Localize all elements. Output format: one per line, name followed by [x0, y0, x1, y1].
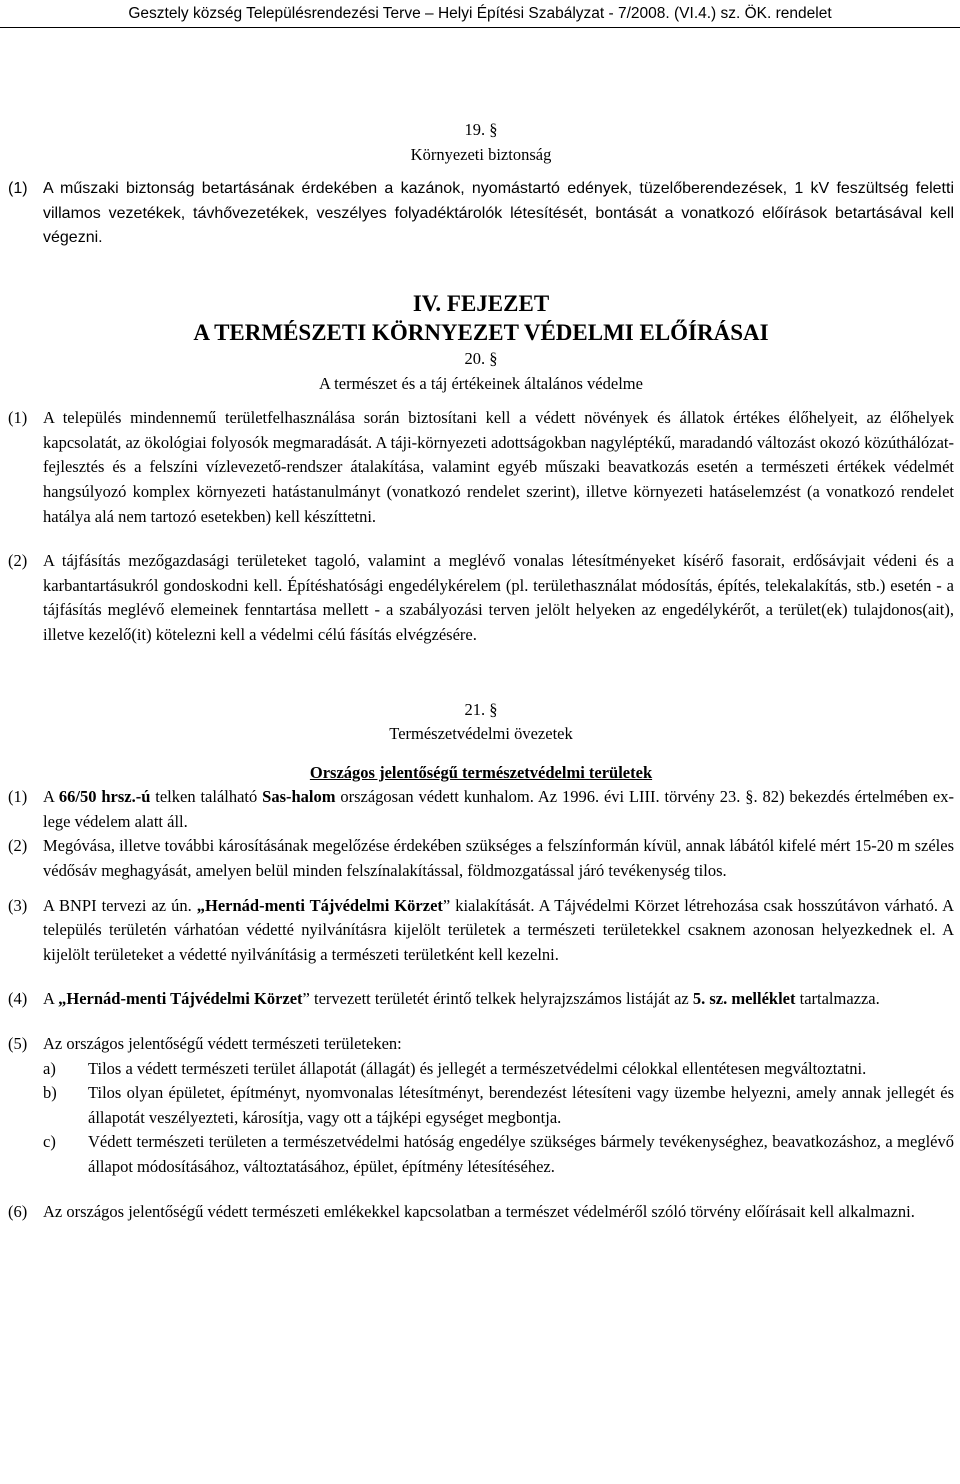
section-19-title: Környezeti biztonság: [410, 144, 552, 164]
paragraph-text: Megóvása, illetve további károsításának megelőzése érdekében szükséges a felszínformán kívül, annak lábától kifelé mért 15-20 m széles védősáv meghagyását, amelyen belül minden felszínalakítással, földmozgatással járó tevékenység tilos.: [43, 836, 954, 881]
paragraph-number: (6): [8, 1201, 28, 1221]
paragraph-text: A műszaki biztonság betartásának érdekében a kazánok, nyomástartó edények, tüzelőberendezések, 1 kV feszültség feletti villamos vezetékek, távhővezetékek, veszélyes folyadéktárolók létesítését, bontását a vonatkozó előírások betartásával kell végezni.: [43, 180, 954, 247]
section-20-number: 20. §: [464, 348, 498, 368]
item-letter: c): [43, 1132, 56, 1152]
paragraph-text: A „Hernád-menti Tájvédelmi Körzet” tervezett területét érintő telkek helyrajzszámos listáját az 5. sz. melléklet tartalmazza.: [43, 989, 880, 1009]
item-text: Tilos olyan épületet, építményt, nyomvonalas létesítményt, berendezést létesíteni vagy üzembe helyezni, amely annak jellegét és állapotát veszélyezteti, károsítja, vagy ott a tájképi egységet megbontja.: [88, 1083, 954, 1127]
section-20-paragraph-2: [8, 549, 954, 647]
paragraph-text: A település mindennemű területfelhasználása során biztosítani kell a védett növények és állatok értékes élőhelyeit, az élőhelyek kapcsolatát, az ökológiai folyosók megmaradását. A táji-környezeti adottságokban nagyléptékű, maradandó változást okozó közúthálózat-fejlesztés és a felszíni vízlevezető-rendszer átalakítása, valamint egyéb műszaki beavatkozás esetén a természeti értékek védelmét hangsúlyozó komplex környezeti hatástanulmányt (vonatkozó rendelet szerint), illetve környezeti hatáselemzést (a vonatkozó rendelet hatálya alá nem tartozó esetekben) kell készíttetni.: [43, 408, 954, 526]
paragraph-number: (1): [8, 180, 28, 198]
section-21-item-b: [43, 1081, 954, 1130]
section-21-paragraph-4: [8, 987, 954, 1012]
item-letter: a): [43, 1058, 56, 1078]
paragraph-number: (2): [8, 551, 28, 571]
appendix-reference: 5. sz. melléklet: [692, 989, 796, 1009]
paragraph-number: (2): [8, 836, 28, 856]
parcel-number: 66/50 hrsz.-ú: [58, 787, 151, 807]
chapter-title: A TERMÉSZETI KÖRNYEZET VÉDELMI ELŐÍRÁSAI: [193, 319, 769, 345]
section-21-item-c: [43, 1130, 954, 1179]
paragraph-text: Az országos jelentőségű védett természeti emlékekkel kapcsolatban a természet védelméről szóló törvény előírásait kell alkalmazni.: [43, 1201, 915, 1221]
paragraph-number: (1): [8, 787, 28, 807]
document-body: [8, 118, 954, 1224]
section-21-subheading: Országos jelentőségű természetvédelmi területek: [309, 762, 653, 782]
section-21-paragraph-2: [8, 834, 954, 883]
section-20-paragraph-1: [8, 406, 954, 529]
section-21-paragraph-1: [8, 785, 954, 834]
section-20-title: A természet és a táj értékeinek általános védelme: [319, 373, 643, 393]
document-header: Gesztely község Településrendezési Terve – Helyi Építési Szabályzat - 7/2008. (VI.4.) sz. ÖK. rendelet: [0, 4, 960, 28]
protected-area-name: „Hernád-menti Tájvédelmi Körzet: [196, 895, 443, 915]
section-19-paragraph-1: [8, 177, 954, 251]
section-19-number: 19. §: [464, 120, 498, 139]
item-letter: b): [43, 1083, 57, 1103]
site-name: Sas-halom: [262, 787, 336, 807]
paragraph-number: (1): [8, 408, 28, 428]
section-21-item-a: [43, 1057, 954, 1082]
section-21-paragraph-3: [8, 894, 954, 968]
paragraph-number: (5): [8, 1034, 28, 1054]
protected-area-name: „Hernád-menti Tájvédelmi Körzet: [58, 989, 303, 1009]
paragraph-text: A BNPI tervezi az ún. „Hernád-menti Tájvédelmi Körzet” kialakítását. A Tájvédelmi Körzet létrehozása csak hosszútávon várható. A település területén várhatóan védetté nyilvánításra kijelölt területek a természeti területekkel csaknem azonosan helyezkednek el. A kijelölt területeket a védetté nyilvánításig a természeti területként kell kezelni.: [43, 895, 954, 964]
section-21-title: Természetvédelmi övezetek: [389, 724, 573, 744]
paragraph-number: (4): [8, 989, 28, 1009]
paragraph-text: A tájfásítás mezőgazdasági területeket tagoló, valamint a meglévő vonalas létesítményeket kísérő fasorait, erdősávjait védeni és a karbantartásukról gondoskodni kell. Építéshatósági engedélykérelem (pl. területhasználat módosítás, építés, telekalakítás, stb.) esetén - a tájfásítás meglévő elemeinek fenntartása mellett - a szabályozási terven jelölt helyeken az engedélykérőt, a terület(ek) tulajdonos(ait), illetve kezelő(it) kötelezni kell a védelmi célú fásítás elvégzésére.: [43, 551, 954, 644]
item-text: Tilos a védett természeti terület állapotát (állagát) és jellegét a természetvédelmi célokkal ellentétesen megváltoztatni.: [88, 1058, 867, 1078]
item-text: Védett természeti területen a természetvédelmi hatóság engedélye szükséges bármely tevékenységhez, beavatkozáshoz, a meglévő állapot módosításához, változtatásához, épület, építmény létesítéséhez.: [88, 1132, 954, 1176]
chapter-number: IV. FEJEZET: [412, 290, 550, 316]
section-21-number: 21. §: [464, 699, 498, 719]
paragraph-text: Az országos jelentőségű védett természeti területeken:: [43, 1034, 402, 1054]
paragraph-text: A 66/50 hrsz.-ú telken található Sas-halom országosan védett kunhalom. Az 1996. évi LIII. törvény 23. §. 82) bekezdés értelmében ex-lege védelem alatt áll.: [43, 787, 954, 831]
paragraph-number: (3): [8, 895, 28, 915]
section-21-paragraph-6: [8, 1200, 954, 1225]
section-21-paragraph-5: [8, 1032, 954, 1057]
